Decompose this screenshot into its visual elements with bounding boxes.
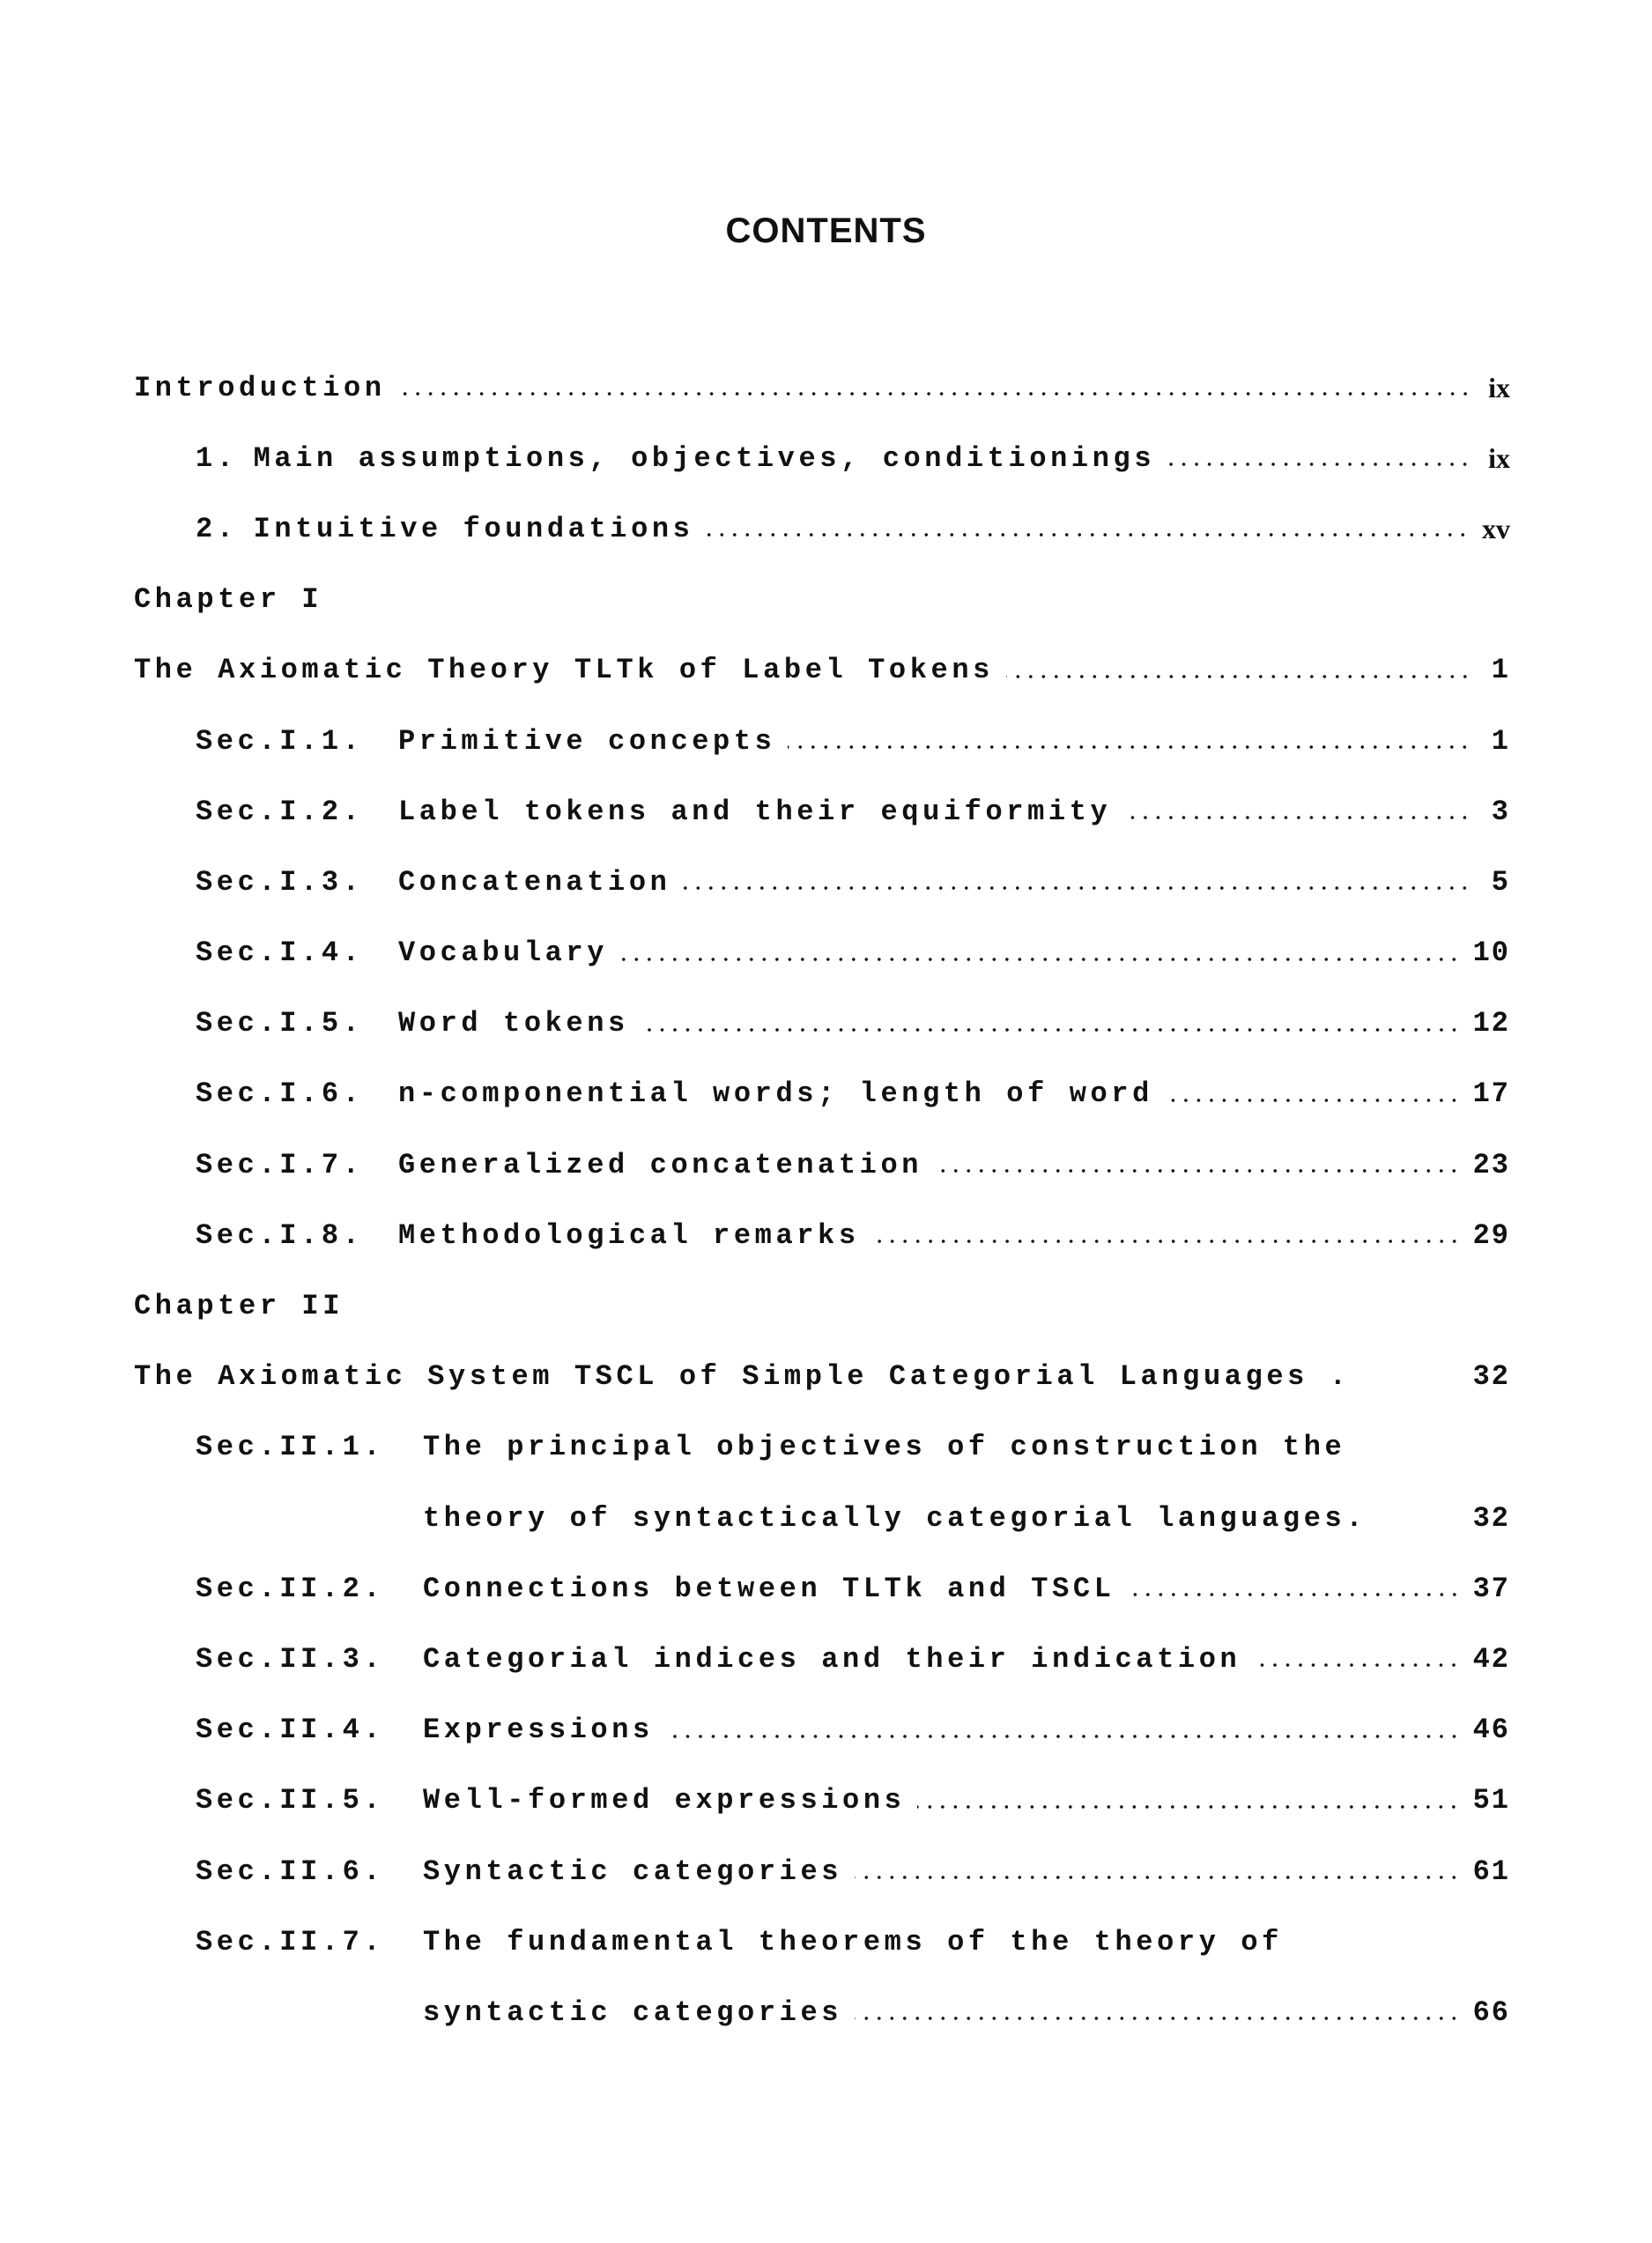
- toc-entry-number: Sec.II.6.: [196, 1854, 385, 1888]
- dot-leader: [1167, 462, 1471, 467]
- toc-entry-label: Word tokens: [398, 1007, 629, 1040]
- toc-entry: [134, 1624, 1510, 1694]
- toc-entry-label: n-componential words; length of word: [398, 1077, 1153, 1111]
- toc-entry-number: Sec.II.5.: [196, 1784, 385, 1817]
- toc-entry-label: Introduction: [134, 371, 386, 404]
- toc-entry-label: Main assumptions, objectives, conditionings: [253, 441, 1156, 475]
- toc-entry-label: theory of syntactically categorial languages.: [423, 1501, 1367, 1535]
- toc-entry-label: Methodological remarks: [398, 1218, 860, 1252]
- toc-page-number: xv: [1482, 512, 1510, 544]
- dot-leader: [1123, 815, 1471, 820]
- toc-page-number: 5: [1491, 865, 1510, 899]
- toc-entry-number: Sec.I.2.: [196, 795, 364, 828]
- toc-entry: [134, 1483, 1510, 1553]
- dot-leader: [683, 885, 1471, 891]
- dot-leader: [855, 2016, 1461, 2021]
- toc-page-number: 29: [1472, 1218, 1510, 1252]
- toc-entry-label: Chapter II: [134, 1290, 344, 1323]
- toc-entry: [134, 1059, 1510, 1129]
- toc-entry: [134, 1342, 1510, 1412]
- toc-entry: [134, 988, 1510, 1059]
- toc-entry: [134, 1129, 1510, 1200]
- toc-entry-number: Sec.II.7.: [196, 1925, 385, 1958]
- toc-entry-label: Syntactic categories: [423, 1854, 843, 1888]
- toc-page-number: 17: [1472, 1077, 1510, 1111]
- toc-page-number: 1: [1491, 654, 1510, 687]
- toc-entry-number: Sec.I.1.: [196, 724, 364, 758]
- toc-entry: [134, 1200, 1510, 1270]
- toc-page-number: 12: [1472, 1007, 1510, 1040]
- toc-entry-number: Sec.II.4.: [196, 1714, 385, 1747]
- toc-page-number: 46: [1472, 1714, 1510, 1747]
- toc-entry-label: Chapter I: [134, 583, 323, 617]
- toc-page-number: 32: [1472, 1501, 1510, 1535]
- toc-entry-label: The Axiomatic Theory TLTk of Label Tokens: [134, 654, 994, 687]
- toc-entry: [134, 1766, 1510, 1836]
- toc-entry: [134, 918, 1510, 988]
- toc-entry: [134, 1695, 1510, 1766]
- dot-leader: [917, 1804, 1460, 1810]
- toc-entry-label: The principal objectives of construction the: [423, 1431, 1346, 1464]
- toc-entry: [134, 847, 1510, 917]
- toc-entry-number: Sec.I.8.: [196, 1218, 364, 1252]
- toc-page-number: ix: [1488, 441, 1510, 474]
- toc-entry: [134, 776, 1510, 847]
- toc-page-number: 3: [1491, 795, 1510, 828]
- toc-page-number: 1: [1491, 724, 1510, 758]
- toc-entry-number: 2.: [196, 512, 238, 545]
- toc-entry: [134, 1412, 1510, 1483]
- toc-entry-label: Generalized concatenation: [398, 1148, 923, 1181]
- toc-entry: [134, 493, 1510, 564]
- toc-entry-label: Connections between TLTk and TSCL: [423, 1572, 1115, 1605]
- toc-entry-label: syntactic categories: [423, 1995, 843, 2029]
- dot-leader: [935, 1168, 1461, 1173]
- toc-page-number: 42: [1472, 1642, 1510, 1676]
- table-of-contents: [134, 352, 1510, 2048]
- toc-page-number: ix: [1488, 371, 1510, 403]
- toc-entry-label: The Axiomatic System TSCL of Simple Categorial Languages .: [134, 1360, 1351, 1394]
- toc-entry: [134, 1906, 1510, 1977]
- toc-entry-number: Sec.II.2.: [196, 1572, 385, 1605]
- toc-entry: [134, 635, 1510, 706]
- toc-entry-label: Expressions: [423, 1714, 654, 1747]
- toc-entry-number: Sec.II.1.: [196, 1431, 385, 1464]
- toc-page-number: 61: [1472, 1854, 1510, 1888]
- toc-entry: [134, 423, 1510, 493]
- toc-chapter-heading: [134, 565, 1510, 635]
- toc-entry-label: Vocabulary: [398, 936, 609, 970]
- toc-entry-label: Label tokens and their equiformity: [398, 795, 1112, 828]
- toc-entry-label: Concatenation: [398, 865, 671, 899]
- toc-entry: [134, 352, 1510, 423]
- dot-leader: [706, 532, 1470, 537]
- toc-chapter-heading: [134, 1270, 1510, 1341]
- toc-page-number: 23: [1472, 1148, 1510, 1181]
- dot-leader: [1253, 1662, 1460, 1668]
- toc-entry-label: Intuitive foundations: [253, 512, 694, 545]
- toc-page-number: 10: [1472, 936, 1510, 970]
- dot-leader: [620, 957, 1461, 962]
- toc-entry-number: Sec.I.7.: [196, 1148, 364, 1181]
- toc-entry-number: Sec.I.4.: [196, 936, 364, 970]
- dot-leader: [398, 391, 1471, 396]
- dot-leader: [1006, 674, 1471, 679]
- toc-entry-number: Sec.II.3.: [196, 1642, 385, 1676]
- dot-leader: [872, 1239, 1461, 1244]
- page-title: CONTENTS: [725, 211, 927, 250]
- toc-entry: [134, 1977, 1510, 2047]
- toc-page-number: 51: [1472, 1784, 1510, 1817]
- dot-leader: [641, 1027, 1461, 1033]
- toc-entry: [134, 706, 1510, 776]
- toc-entry-label: The fundamental theorems of the theory of: [423, 1925, 1283, 1958]
- dot-leader: [855, 1875, 1461, 1880]
- toc-entry-number: Sec.I.6.: [196, 1077, 364, 1111]
- dot-leader: [1166, 1098, 1461, 1103]
- toc-entry-number: 1.: [196, 441, 238, 475]
- toc-entry-label: Primitive concepts: [398, 724, 776, 758]
- toc-entry-number: Sec.I.3.: [196, 865, 364, 899]
- toc-entry-label: Well-formed expressions: [423, 1784, 906, 1817]
- toc-entry-number: Sec.I.5.: [196, 1007, 364, 1040]
- toc-page-number: 32: [1472, 1360, 1510, 1394]
- toc-page-number: 37: [1472, 1572, 1510, 1605]
- toc-entry-label: Categorial indices and their indication: [423, 1642, 1241, 1676]
- dot-leader: [666, 1734, 1461, 1739]
- toc-entry: [134, 1553, 1510, 1624]
- dot-leader: [788, 744, 1471, 750]
- toc-entry: [134, 1836, 1510, 1906]
- toc-page-number: 66: [1472, 1995, 1510, 2029]
- dot-leader: [1128, 1592, 1461, 1597]
